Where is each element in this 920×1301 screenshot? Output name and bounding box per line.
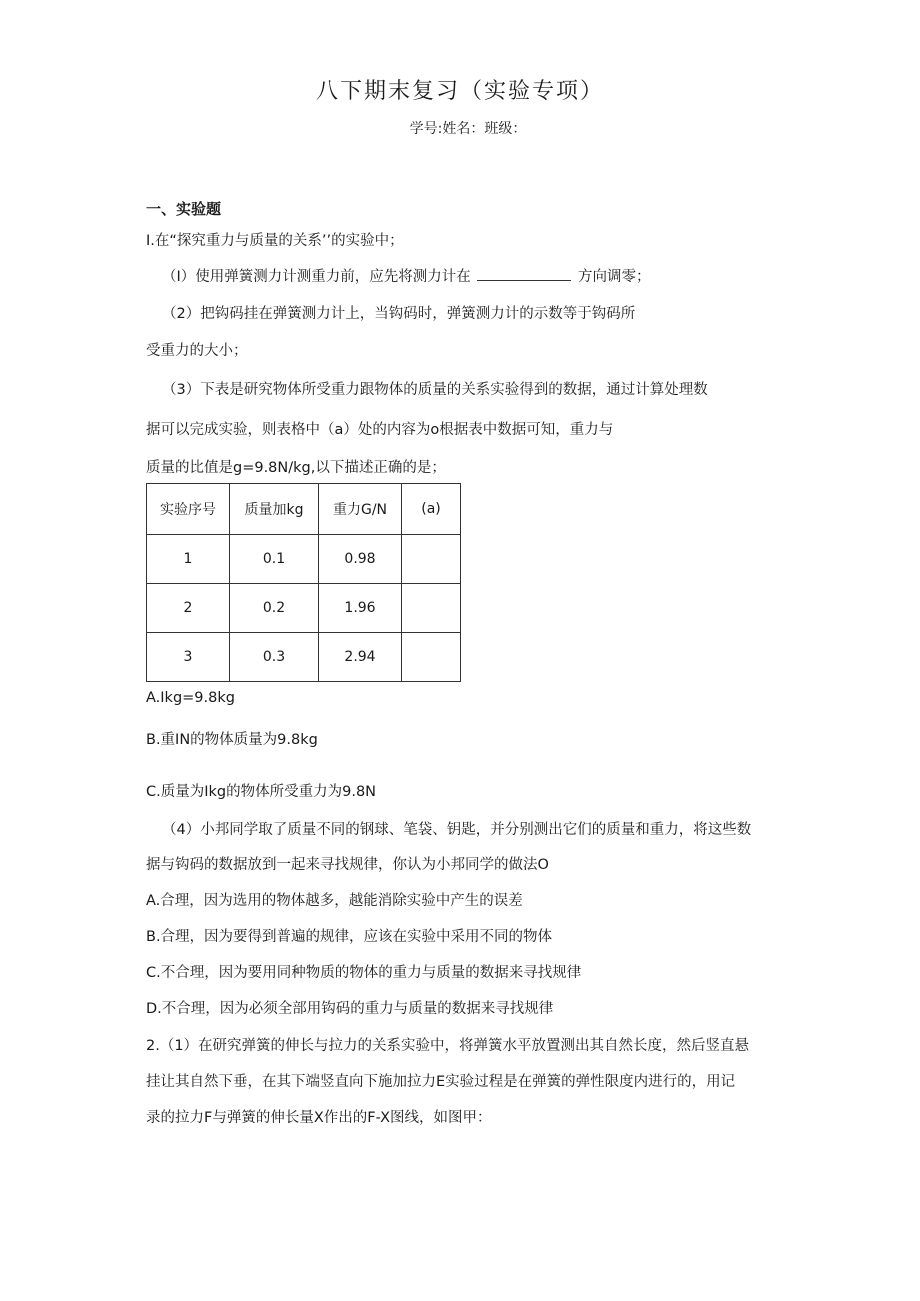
q2-line3: 录的拉力F与弹簧的伸长量X作出的F-X图线，如图甲： <box>146 1110 492 1126</box>
q1-part1-text: （I）使用弹簧测力计测重力前，应先将测力计在 <box>162 269 471 285</box>
table-cell: 0.98 <box>319 535 402 584</box>
option-b: B.重IN的物体质量为9.8kg <box>146 732 318 748</box>
table-cell <box>402 535 461 584</box>
q1-part3-line1: （3）下表是研究物体所受重力跟物体的质量的关系实验得到的数据，通过计算处理数 <box>162 382 708 398</box>
q1-intro: I.在“探究重力与质量的关系’’的实验中； <box>146 233 404 249</box>
table-cell: 0.3 <box>230 633 319 682</box>
table-cell: 2 <box>147 584 230 633</box>
section-heading: 一、实验题 <box>146 200 222 218</box>
q1-part4-line1: （4）小邦同学取了质量不同的钢球、笔袋、钥匙，并分别测出它们的质量和重力，将这些数 <box>162 822 752 838</box>
q1-part2-line1: （2）把钩码挂在弹簧测力计上，当钩码时，弹簧测力计的示数等于钩码所 <box>162 306 636 322</box>
student-info-line: 学号:姓名：班级： <box>409 121 527 137</box>
q1-part1-tail: 方向调零； <box>578 269 651 285</box>
q1-part1 <box>162 265 651 286</box>
part4-option-b: B.合理，因为要得到普遍的规律，应该在实验中采用不同的物体 <box>146 929 553 945</box>
q1-part2-line2: 受重力的大小； <box>146 343 248 359</box>
table-cell: 1 <box>147 535 230 584</box>
q1-part3-line2: 据可以完成实验，则表格中（a）处的内容为o根据表中数据可知，重力与 <box>146 422 614 438</box>
answer-blank <box>477 266 571 281</box>
q1-part3-line3: 质量的比值是g=9.8N∕kg,以下描述正确的是； <box>146 460 446 476</box>
table-cell: 0.2 <box>230 584 319 633</box>
table-header-row <box>147 484 461 535</box>
table-header-cell: 质量加kg <box>230 484 319 535</box>
table-cell: 3 <box>147 633 230 682</box>
table-cell: 2.94 <box>319 633 402 682</box>
table-row <box>147 584 461 633</box>
part4-option-d: D.不合理，因为必须全部用钩码的重力与质量的数据来寻找规律 <box>146 1001 554 1017</box>
table-row <box>147 633 461 682</box>
table-cell: 0.1 <box>230 535 319 584</box>
data-table <box>146 483 461 682</box>
table-row <box>147 535 461 584</box>
page-title: 八下期末复习（实验专项） <box>315 79 604 104</box>
table-cell <box>402 584 461 633</box>
q1-part4-line2: 据与钩码的数据放到一起来寻找规律，你认为小邦同学的做法O <box>146 857 549 873</box>
option-c: C.质量为Ikg的物体所受重力为9.8N <box>146 784 377 800</box>
table-cell: 1.96 <box>319 584 402 633</box>
q2-line2: 挂让其自然下垂，在其下端竖直向下施加拉力E实验过程是在弹簧的弹性限度内进行的，用记 <box>146 1074 736 1090</box>
part4-option-c: C.不合理，因为要用同种物质的物体的重力与质量的数据来寻找规律 <box>146 965 582 981</box>
table-header-cell: 实验序号 <box>147 484 230 535</box>
table-header-cell: (a) <box>402 484 461 535</box>
part4-option-a: A.合理，因为选用的物体越多，越能消除实验中产生的误差 <box>146 893 523 909</box>
table-cell <box>402 633 461 682</box>
option-a: A.Ikg=9.8kg <box>146 690 235 706</box>
q2-line1: 2.（1）在研究弹簧的伸长与拉力的关系实验中，将弹簧水平放置测出其自然长度，然后竖直悬 <box>146 1038 750 1054</box>
table-header-cell: 重力G/N <box>319 484 402 535</box>
